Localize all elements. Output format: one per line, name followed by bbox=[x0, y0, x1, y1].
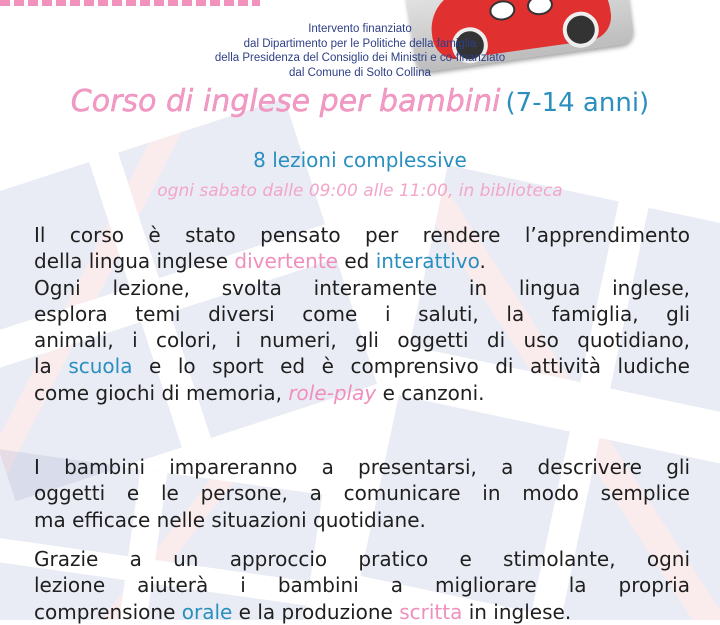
text-line: ma efficace nelle situazioni quotidiane. bbox=[34, 507, 426, 532]
text-segment: e canzoni. bbox=[376, 380, 485, 405]
text-line: esplora temi diversi come i saluti, la famiglia, gli bbox=[34, 301, 690, 326]
paragraph-skills bbox=[34, 454, 690, 533]
text-line bbox=[34, 248, 690, 274]
schedule: ogni sabato dalle 09:00 alle 11:00, in biblioteca bbox=[157, 181, 563, 201]
lesson-count: 8 lezioni complessive bbox=[253, 148, 467, 172]
funding-notice bbox=[0, 22, 720, 80]
text-line: Il corso è stato pensato per rendere l’apprendimento bbox=[34, 223, 690, 247]
page-title bbox=[0, 84, 720, 119]
text-segment: come giochi di memoria, bbox=[34, 380, 289, 405]
text-segment: . bbox=[479, 249, 486, 274]
text-segment: la bbox=[34, 354, 69, 379]
text-line: Ogni lezione, svolta interamente in lingua inglese, bbox=[34, 275, 690, 300]
text-segment: e lo sport ed è comprensivo di attività ludiche bbox=[132, 354, 690, 379]
course-title: Corso di inglese per bambini bbox=[70, 84, 501, 119]
text-line: animali, i colori, i numeri, gli oggetti di uso quotidiano, bbox=[34, 328, 690, 353]
funding-line: Intervento finanziato bbox=[308, 23, 412, 35]
text-line: Grazie a un approccio pratico e stimolante, ogni bbox=[34, 547, 690, 571]
funding-line: dal Dipartimento per le Politiche della famiglia bbox=[243, 37, 477, 50]
text-line bbox=[34, 599, 690, 625]
text-line bbox=[34, 380, 690, 406]
text-segment: ed bbox=[337, 249, 376, 274]
highlight-orale: orale bbox=[181, 599, 233, 624]
highlight-interattivo: interattivo bbox=[375, 249, 480, 274]
text-segment: comprensione bbox=[34, 599, 182, 624]
text-line: lezione aiuterà i bambini a migliorare la propria bbox=[34, 573, 690, 598]
paragraph-approach bbox=[34, 546, 690, 625]
highlight-scritta: scritta bbox=[399, 599, 463, 624]
funding-line: dal Comune di Solto Collina bbox=[289, 66, 431, 79]
text-segment: della lingua inglese bbox=[34, 249, 235, 274]
paragraph-intro bbox=[34, 222, 690, 406]
text-line bbox=[34, 353, 690, 379]
text-line: I bambini impareranno a presentarsi, a descrivere gli bbox=[34, 455, 690, 479]
text-segment: e la produzione bbox=[232, 599, 400, 624]
highlight-scuola: scuola bbox=[68, 354, 133, 379]
highlight-role-play: role-play bbox=[288, 380, 377, 405]
highlight-divertente: divertente bbox=[234, 249, 338, 274]
funding-line: della Presidenza del Consiglio dei Ministri e co-finanziato bbox=[214, 52, 506, 64]
text-line: oggetti e le persone, a comunicare in modo semplice bbox=[34, 481, 690, 506]
text-segment: in inglese. bbox=[462, 599, 572, 624]
age-range: (7-14 anni) bbox=[505, 88, 650, 118]
